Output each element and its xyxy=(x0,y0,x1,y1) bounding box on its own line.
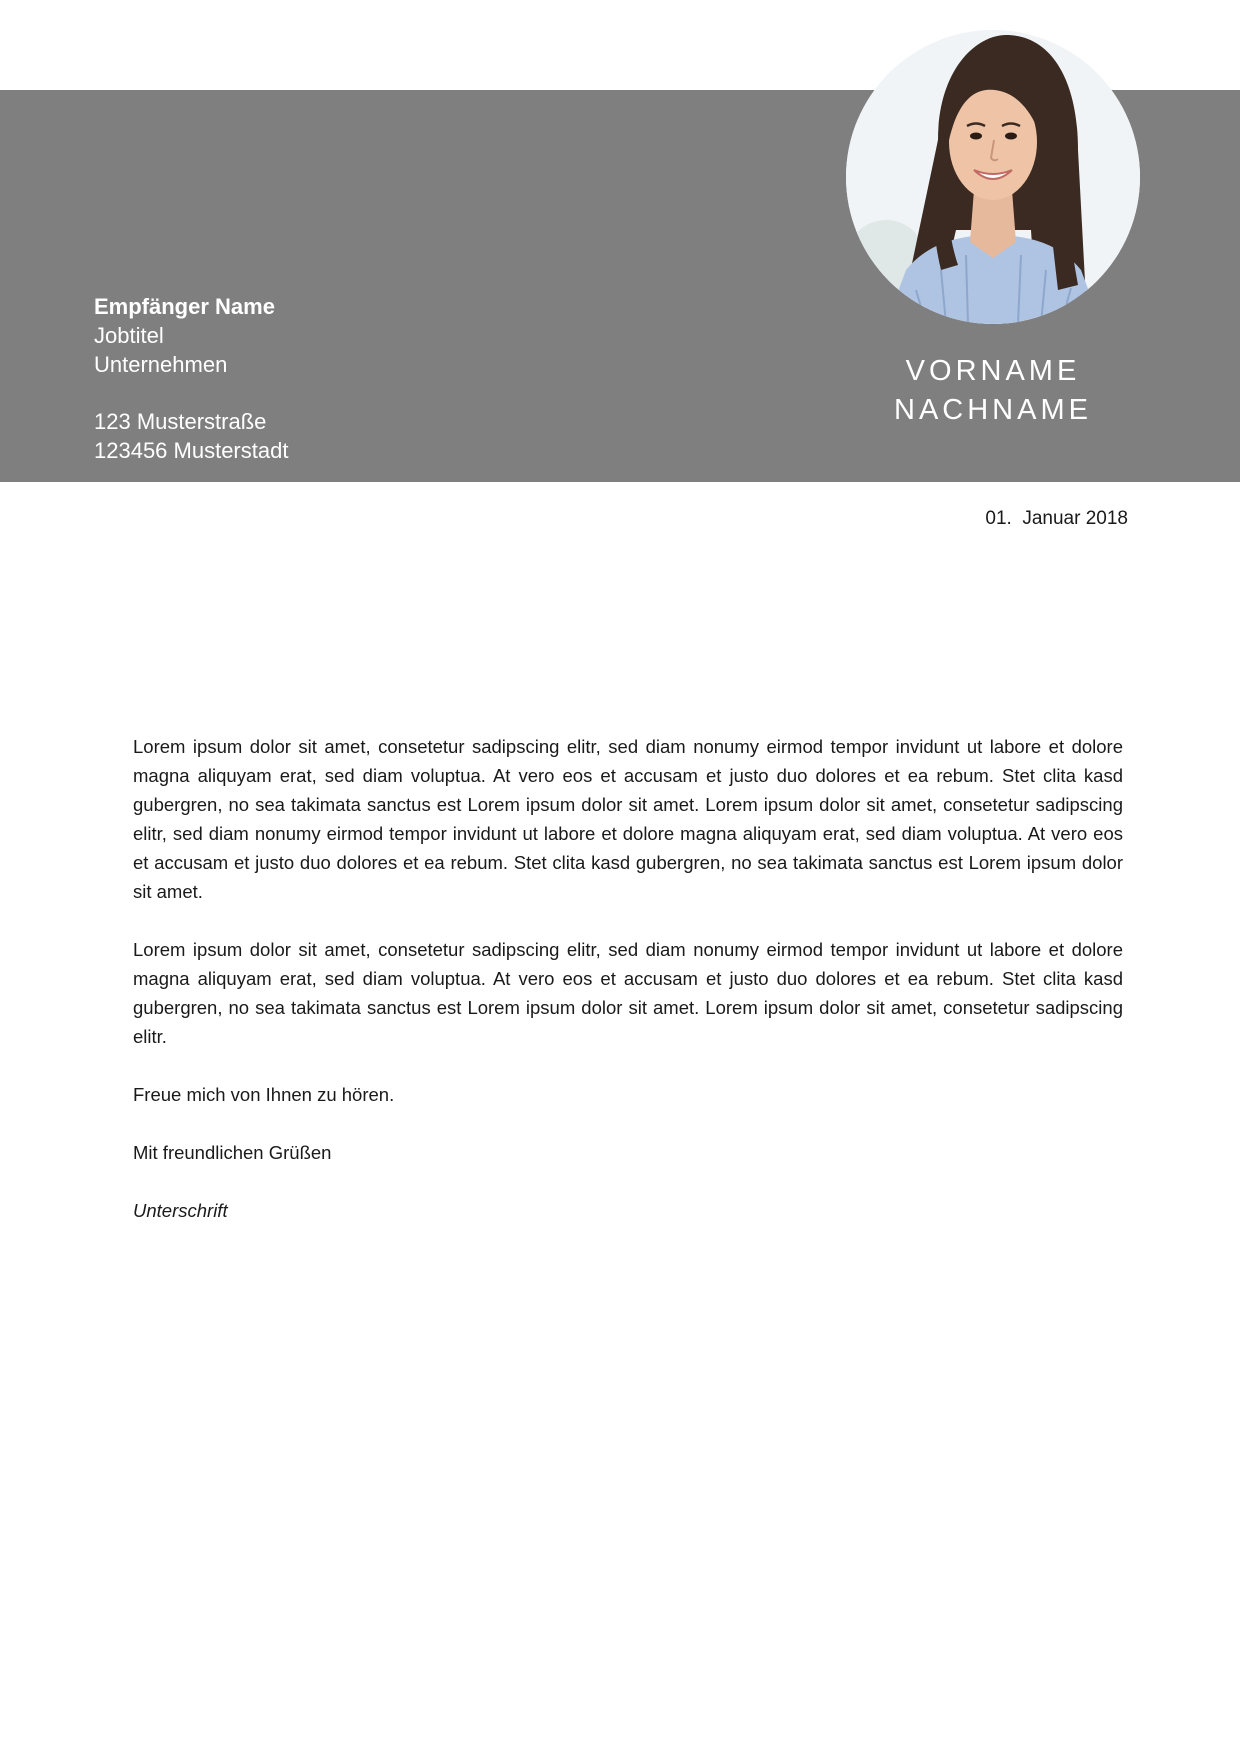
paragraph-2: Lorem ipsum dolor sit amet, consetetur sadipscing elitr, sed diam nonumy eirmod tempor invidunt ut labore et dolore magna aliquyam erat, sed diam voluptua. At vero eos et accusam et justo duo dolores et ea rebum. Stet clita kasd gubergren, no sea takimata sanctus est Lorem ipsum dolor sit amet. Lorem ipsum dolor sit amet, consetetur sadipscing elitr. xyxy=(133,939,1123,1047)
recipient-company: Unternehmen xyxy=(94,352,228,377)
recipient-block xyxy=(94,292,288,465)
portrait-illustration xyxy=(846,30,1140,324)
recipient-name: Empfänger Name xyxy=(94,294,275,319)
signature: Unterschrift xyxy=(133,1200,228,1221)
letter-date: 01. Januar 2018 xyxy=(985,508,1128,529)
recipient-spacer xyxy=(94,379,288,407)
profile-photo xyxy=(846,30,1140,324)
sender-name xyxy=(846,352,1140,430)
recipient-street: 123 Musterstraße xyxy=(94,409,267,434)
salutation: Mit freundlichen Grüßen xyxy=(133,1142,332,1163)
sender-first-name: VORNAME xyxy=(905,355,1081,387)
closing-line: Freue mich von Ihnen zu hören. xyxy=(133,1084,395,1105)
paragraph-1: Lorem ipsum dolor sit amet, consetetur sadipscing elitr, sed diam nonumy eirmod tempor invidunt ut labore et dolore magna aliquyam erat, sed diam voluptua. At vero eos et accusam et justo duo dolores et ea rebum. Stet clita kasd gubergren, no sea takimata sanctus est Lorem ipsum dolor sit amet. Lorem ipsum dolor sit amet, consetetur sadipscing elitr, sed diam nonumy eirmod tempor invidunt ut labore et dolore magna aliquyam erat, sed diam voluptua. At vero eos et accusam et justo duo dolores et ea rebum. Stet clita kasd gubergren, no sea takimata sanctus est Lorem ipsum dolor sit amet. xyxy=(133,736,1123,902)
recipient-job-title: Jobtitel xyxy=(94,323,164,348)
recipient-city: 123456 Musterstadt xyxy=(94,438,289,463)
letter-body xyxy=(133,732,1123,1254)
sender-last-name: NACHNAME xyxy=(894,394,1092,426)
